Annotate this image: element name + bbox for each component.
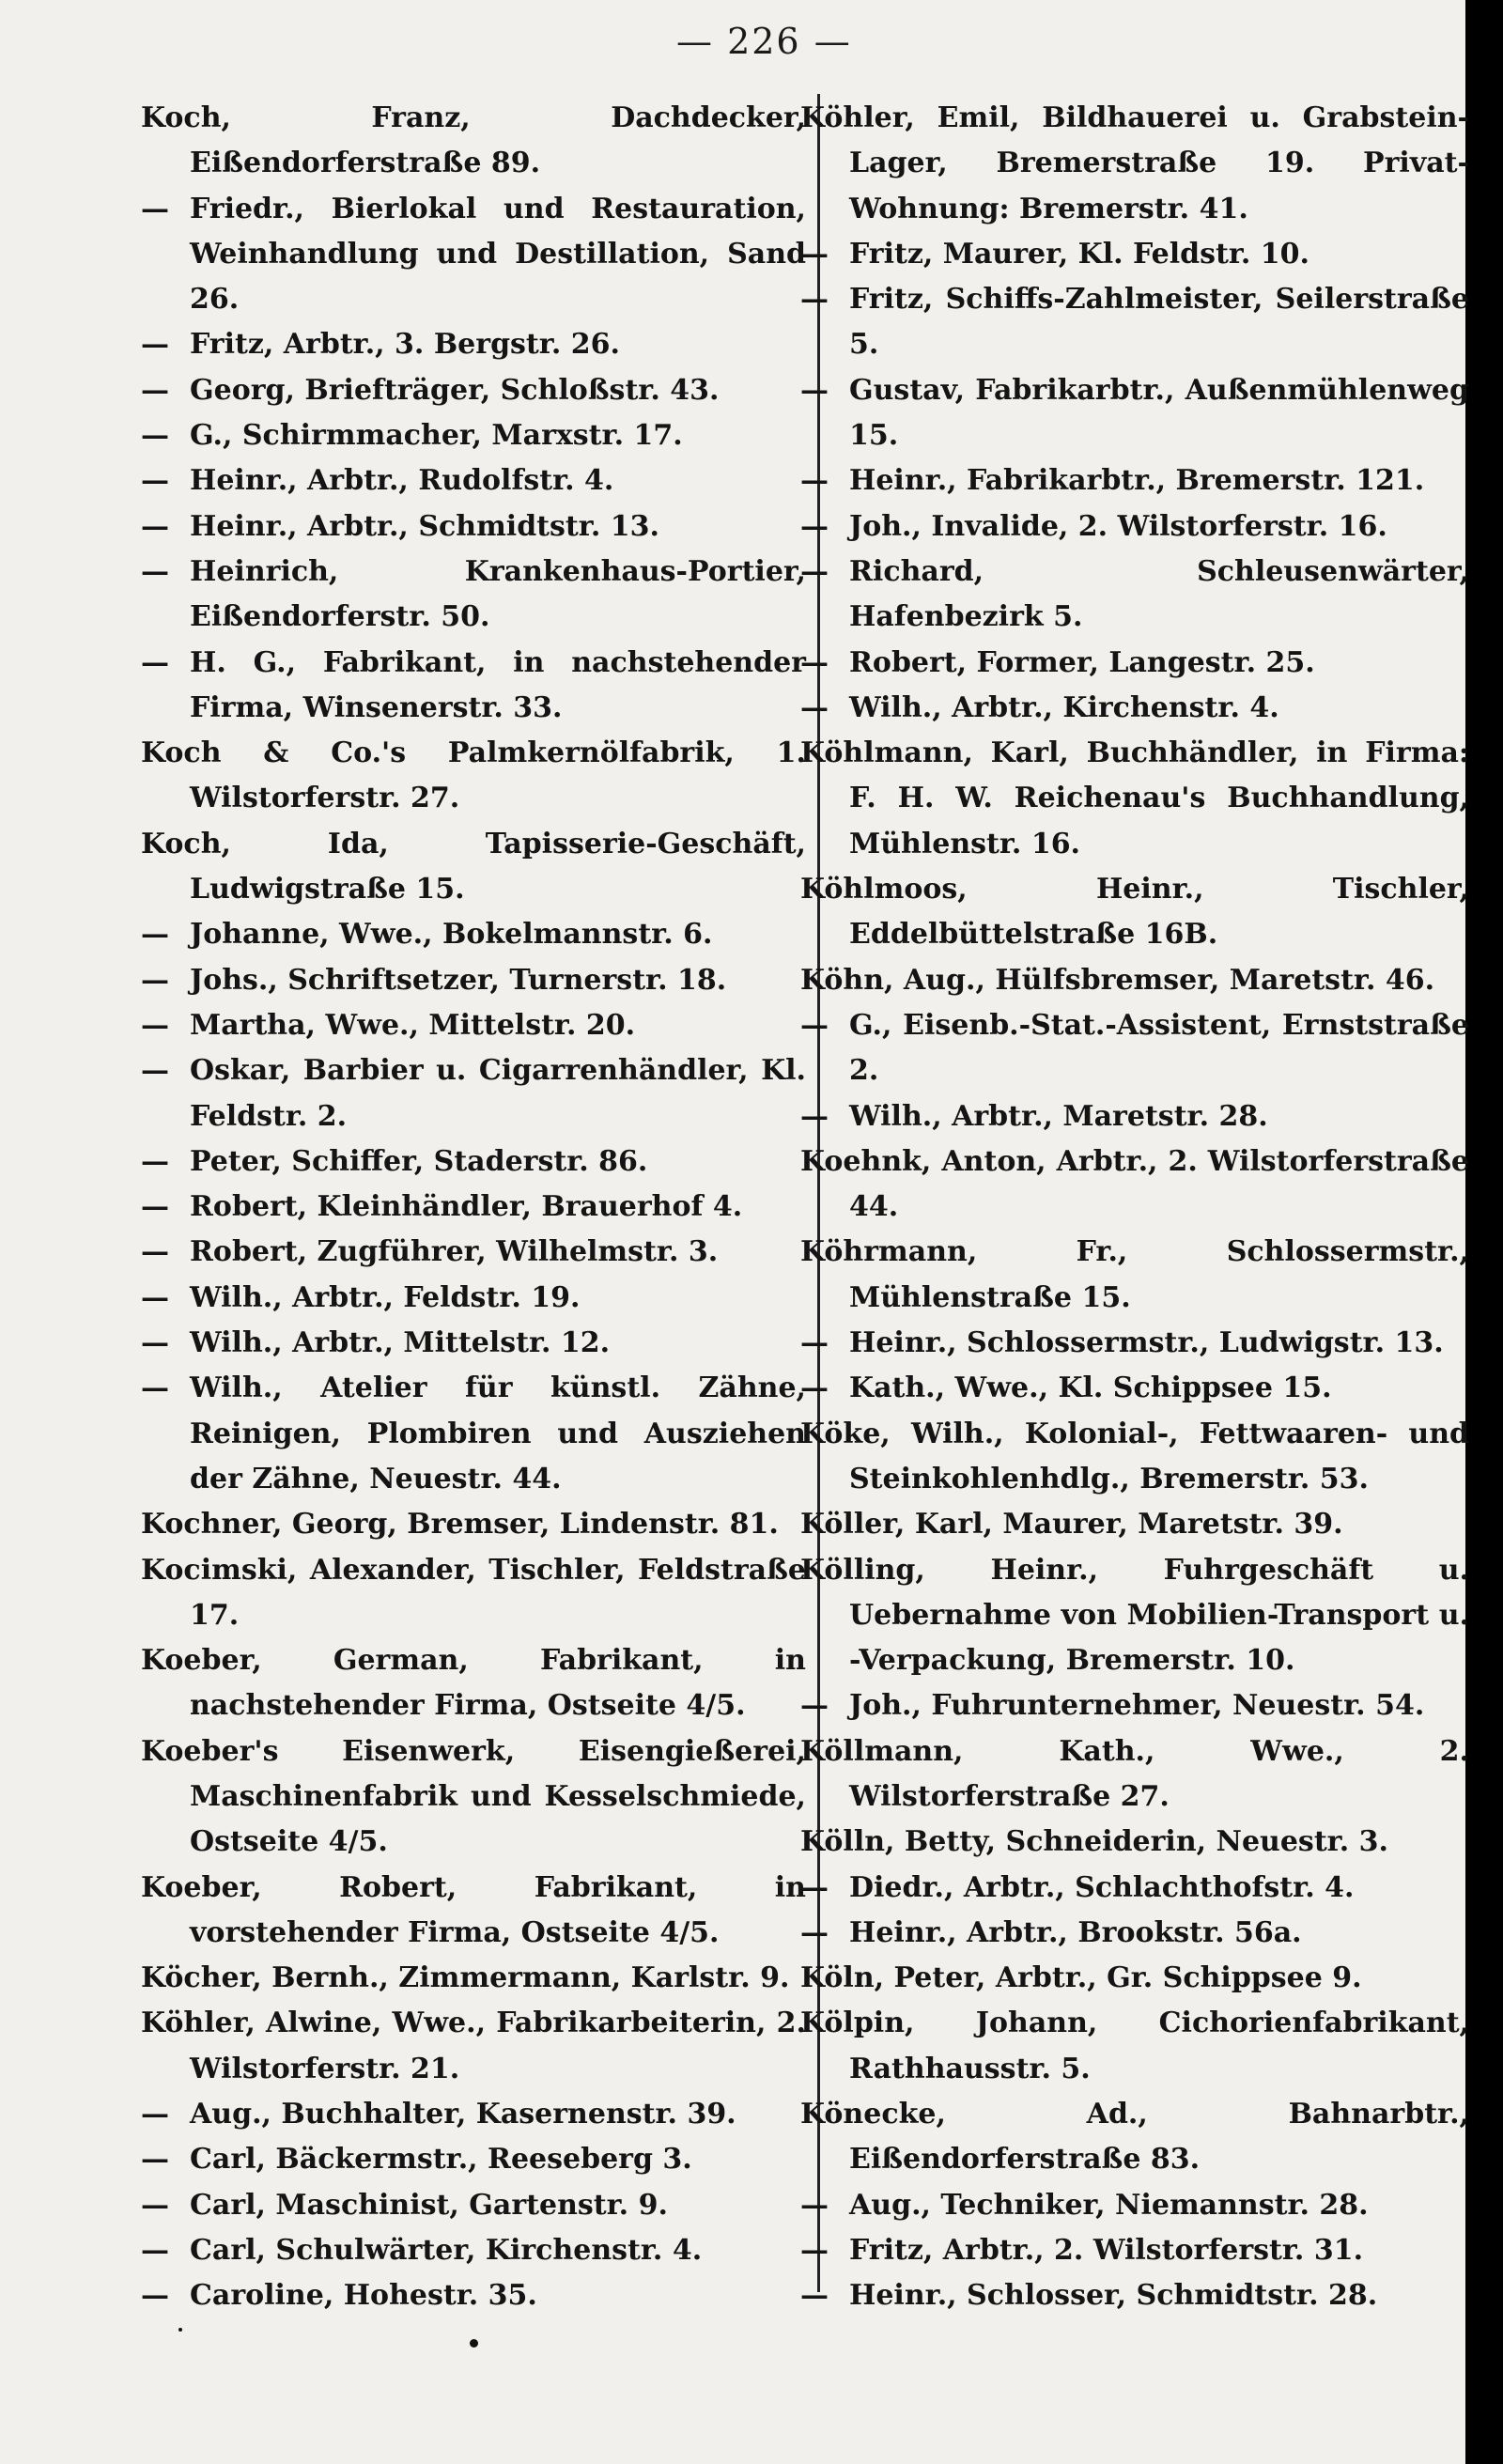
directory-entry — [141, 2001, 806, 2092]
directory-entry — [141, 958, 806, 1003]
entry-text: Kocimski, Alexander, Tischler, Feldstraße 17. — [141, 1553, 806, 1632]
directory-entry — [141, 1729, 806, 1866]
entry-text: Wilh., Atelier für künstl. Zähne, Reinigen, Plombiren und Ausziehen der Zähne, Neuestr. 44. — [190, 1371, 806, 1495]
ditto-dash: — — [800, 1008, 829, 1042]
directory-entry — [800, 731, 1469, 867]
entry-text: Heinr., Schlossermstr., Ludwigstr. 13. — [849, 1326, 1444, 1360]
directory-entry — [141, 1185, 806, 1230]
directory-entry — [800, 641, 1469, 686]
ink-speck — [178, 2328, 182, 2332]
directory-entry — [141, 1548, 806, 1639]
directory-entry — [141, 641, 806, 732]
directory-entry — [141, 1866, 806, 1957]
directory-entry — [141, 1638, 806, 1729]
entry-text: Heinr., Arbtr., Rudolfstr. 4. — [190, 464, 614, 498]
directory-entry — [141, 2273, 806, 2318]
directory-entry — [141, 2228, 806, 2273]
entry-text: Peter, Schiffer, Staderstr. 86. — [190, 1144, 648, 1178]
directory-entry — [141, 731, 806, 822]
directory-entry — [800, 1820, 1469, 1865]
entry-text: Fritz, Schiffs-Zahlmeister, Seilerstraße 5. — [849, 283, 1469, 362]
ditto-dash: — — [141, 1326, 169, 1360]
entry-text: Heinr., Arbtr., Schmidtstr. 13. — [190, 509, 659, 543]
ditto-dash: — — [141, 419, 169, 453]
ditto-dash: — — [141, 328, 169, 362]
entry-text: Heinrich, Krankenhaus-Portier, Eißendorferstr. 50. — [190, 554, 806, 634]
directory-entry — [800, 1548, 1469, 1684]
entry-text: Diedr., Arbtr., Schlachthofstr. 4. — [849, 1870, 1355, 1904]
directory-entry — [800, 958, 1469, 1003]
ditto-dash: — — [141, 918, 169, 952]
ditto-dash: — — [141, 554, 169, 588]
entry-text: Köllmann, Kath., Wwe., 2. Wilstorferstraße 27. — [800, 1734, 1469, 1813]
entry-text: Richard, Schleusenwärter, Hafenbezirk 5. — [849, 554, 1469, 634]
entry-text: Kölln, Betty, Schneiderin, Neuestr. 3. — [800, 1825, 1388, 1859]
directory-entry — [800, 1866, 1469, 1911]
entry-text: Köhlmann, Karl, Buchhändler, in Firma: F. H. W. Reichenau's Buchhandlung, Mühlenstr. 16. — [800, 736, 1469, 860]
entry-text: Köller, Karl, Maurer, Maretstr. 39. — [800, 1508, 1343, 1542]
entry-text: Wilh., Arbtr., Maretstr. 28. — [849, 1099, 1268, 1133]
entry-text: Joh., Invalide, 2. Wilstorferstr. 16. — [849, 509, 1387, 543]
ditto-dash: — — [141, 373, 169, 407]
entry-text: Fritz, Arbtr., 3. Bergstr. 26. — [190, 328, 620, 362]
directory-entry — [800, 1139, 1469, 1231]
directory-entry — [800, 2273, 1469, 2318]
entry-text: Köhler, Emil, Bildhauerei u. Grabstein-Lager, Bremerstraße 19. Privat-Wohnung: Bremerstr. 41. — [800, 101, 1469, 225]
ditto-dash: — — [800, 2279, 829, 2313]
ditto-dash: — — [141, 1235, 169, 1269]
directory-entry — [141, 1230, 806, 1275]
directory-entry — [800, 1003, 1469, 1094]
ditto-dash: — — [800, 1870, 829, 1904]
entry-text: Georg, Briefträger, Schloßstr. 43. — [190, 373, 720, 407]
ditto-dash: — — [141, 509, 169, 543]
ink-speck — [470, 2339, 478, 2348]
entry-text: Koch & Co.'s Palmkernölfabrik, 1. Wilstorferstr. 27. — [141, 736, 806, 815]
directory-entry — [141, 458, 806, 504]
entry-text: Köke, Wilh., Kolonial-, Fettwaaren- und Steinkohlenhdlg., Bremerstr. 53. — [800, 1417, 1469, 1495]
entry-text: Caroline, Hohestr. 35. — [190, 2279, 537, 2313]
directory-entry — [141, 368, 806, 413]
directory-entry — [141, 822, 806, 913]
ditto-dash: — — [800, 2188, 829, 2222]
ditto-dash: — — [141, 192, 169, 225]
entry-text: Carl, Schulwärter, Kirchenstr. 4. — [190, 2233, 703, 2267]
entry-text: Wilh., Arbtr., Kirchenstr. 4. — [849, 690, 1279, 724]
entry-text: Köhn, Aug., Hülfsbremser, Maretstr. 46. — [800, 963, 1435, 997]
entry-text: Köcher, Bernh., Zimmermann, Karlstr. 9. — [141, 1961, 790, 1995]
entry-text: Koch, Ida, Tapisserie-Geschäft, Ludwigstraße 15. — [141, 827, 806, 907]
entry-text: Robert, Kleinhändler, Brauerhof 4. — [190, 1190, 743, 1224]
directory-entry — [800, 1956, 1469, 2001]
entry-text: Robert, Zugführer, Wilhelmstr. 3. — [190, 1235, 719, 1269]
directory-entry — [800, 1911, 1469, 1956]
ditto-dash: — — [800, 509, 829, 543]
ditto-dash: — — [800, 1371, 829, 1405]
ditto-dash: — — [141, 1190, 169, 1224]
entry-text: Koeber's Eisenwerk, Eisengießerei, Maschinenfabrik und Kesselschmiede, Ostseite 4/5. — [141, 1734, 806, 1859]
entry-text: Aug., Techniker, Niemannstr. 28. — [849, 2188, 1369, 2222]
entry-text: G., Schirmmacher, Marxstr. 17. — [190, 419, 683, 453]
entry-text: Koch, Franz, Dachdecker, Eißendorferstraße 89. — [141, 101, 806, 180]
entry-text: Wilh., Arbtr., Feldstr. 19. — [190, 1280, 581, 1314]
entry-text: Heinr., Fabrikarbtr., Bremerstr. 121. — [849, 464, 1425, 498]
entry-text: Heinr., Schlosser, Schmidtstr. 28. — [849, 2279, 1378, 2313]
page-number: — 226 — — [676, 21, 852, 62]
directory-entry — [141, 322, 806, 367]
ditto-dash: — — [800, 1689, 829, 1723]
ditto-dash: — — [141, 645, 169, 679]
entry-text: Johs., Schriftsetzer, Turnerstr. 18. — [190, 963, 727, 997]
ditto-dash: — — [800, 1915, 829, 1949]
entry-text: Könecke, Ad., Bahnarbtr., Eißendorferstraße 83. — [800, 2098, 1469, 2177]
ditto-dash: — — [141, 1054, 169, 1088]
directory-entry — [800, 232, 1469, 277]
entry-text: Köhler, Alwine, Wwe., Fabrikarbeiterin, 2. Wilstorferstr. 21. — [141, 2007, 806, 2085]
entry-text: H. G., Fabrikant, in nachstehender Firma, Winsenerstr. 33. — [190, 645, 806, 724]
ditto-dash: — — [800, 2233, 829, 2267]
directory-entry — [800, 867, 1469, 958]
ditto-dash: — — [800, 373, 829, 407]
entry-text: Kochner, Georg, Bremser, Lindenstr. 81. — [141, 1508, 779, 1542]
directory-entry — [800, 1321, 1469, 1366]
directory-entry — [141, 1003, 806, 1048]
entry-text: Joh., Fuhrunternehmer, Neuestr. 54. — [849, 1689, 1425, 1723]
entry-text: Martha, Wwe., Mittelstr. 20. — [190, 1008, 636, 1042]
right-column — [800, 96, 1469, 2319]
entry-text: Wilh., Arbtr., Mittelstr. 12. — [190, 1326, 611, 1360]
directory-entry — [141, 413, 806, 458]
ditto-dash: — — [800, 554, 829, 588]
ditto-dash: — — [800, 1326, 829, 1360]
directory-entry — [800, 2183, 1469, 2228]
directory-entry — [800, 686, 1469, 731]
entry-text: Johanne, Wwe., Bokelmannstr. 6. — [190, 918, 713, 952]
directory-entry — [141, 550, 806, 641]
directory-entry — [141, 1321, 806, 1366]
entry-text: Carl, Bäckermstr., Reeseberg 3. — [190, 2143, 692, 2177]
directory-entry — [800, 550, 1469, 641]
directory-entry — [141, 96, 806, 187]
ditto-dash: — — [141, 2143, 169, 2177]
ditto-dash: — — [800, 464, 829, 498]
entry-text: Koehnk, Anton, Arbtr., 2. Wilstorferstraße 44. — [800, 1144, 1469, 1224]
directory-entry — [800, 504, 1469, 550]
directory-entry — [141, 1139, 806, 1185]
directory-entry — [800, 1094, 1469, 1139]
entry-text: Heinr., Arbtr., Brookstr. 56a. — [849, 1915, 1302, 1949]
directory-entry — [800, 1366, 1469, 1411]
ditto-dash: — — [800, 283, 829, 317]
directory-entry — [141, 1502, 806, 1547]
ditto-dash: — — [141, 2233, 169, 2267]
ditto-dash: — — [141, 963, 169, 997]
directory-entry — [800, 2228, 1469, 2273]
directory-entry — [141, 2092, 806, 2137]
directory-entry — [141, 912, 806, 957]
entry-text: Friedr., Bierlokal und Restauration, Weinhandlung und Destillation, Sand 26. — [190, 192, 806, 317]
entry-text: Robert, Former, Langestr. 25. — [849, 645, 1315, 679]
directory-entry — [800, 1230, 1469, 1321]
directory-entry — [141, 504, 806, 550]
ditto-dash: — — [141, 2188, 169, 2222]
entry-text: Oskar, Barbier u. Cigarrenhändler, Kl. Feldstr. 2. — [190, 1054, 806, 1133]
directory-entry — [800, 1683, 1469, 1728]
directory-entry — [141, 2183, 806, 2228]
entry-text: Aug., Buchhalter, Kasernenstr. 39. — [190, 2098, 736, 2131]
directory-entry — [141, 1366, 806, 1502]
directory-entry — [800, 277, 1469, 368]
directory-entry — [800, 1729, 1469, 1821]
entry-text: Köhrmann, Fr., Schlossermstr., Mühlenstraße 15. — [800, 1235, 1469, 1314]
ditto-dash: — — [800, 1099, 829, 1133]
directory-entry — [800, 96, 1469, 232]
ditto-dash: — — [141, 2098, 169, 2131]
directory-entry — [141, 1956, 806, 2001]
directory-entry — [800, 1502, 1469, 1547]
entry-text: Kölpin, Johann, Cichorienfabrikant, Rathhausstr. 5. — [800, 2007, 1469, 2085]
ditto-dash: — — [141, 464, 169, 498]
entry-text: Koeber, German, Fabrikant, in nachstehender Firma, Ostseite 4/5. — [141, 1644, 806, 1723]
ditto-dash: — — [141, 1144, 169, 1178]
ditto-dash: — — [800, 645, 829, 679]
entry-text: Fritz, Maurer, Kl. Feldstr. 10. — [849, 237, 1309, 271]
ditto-dash: — — [141, 1371, 169, 1405]
entry-text: Köln, Peter, Arbtr., Gr. Schippsee 9. — [800, 1961, 1362, 1995]
ditto-dash: — — [141, 1008, 169, 1042]
directory-entry — [800, 2092, 1469, 2183]
entry-text: Koeber, Robert, Fabrikant, in vorstehender Firma, Ostseite 4/5. — [141, 1870, 806, 1949]
ditto-dash: — — [141, 1280, 169, 1314]
directory-entry — [800, 1412, 1469, 1503]
entry-text: Fritz, Arbtr., 2. Wilstorferstr. 31. — [849, 2233, 1364, 2267]
entry-text: Carl, Maschinist, Gartenstr. 9. — [190, 2188, 668, 2222]
entry-text: Kath., Wwe., Kl. Schippsee 15. — [849, 1371, 1332, 1405]
ditto-dash: — — [141, 2279, 169, 2313]
directory-entry — [141, 1048, 806, 1139]
directory-entry — [800, 368, 1469, 459]
ditto-dash: — — [800, 690, 829, 724]
directory-entry — [800, 458, 1469, 504]
entry-text: G., Eisenb.-Stat.-Assistent, Ernststraße 2. — [849, 1008, 1469, 1088]
entry-text: Köhlmoos, Heinr., Tischler, Eddelbüttelstraße 16B. — [800, 873, 1469, 952]
ditto-dash: — — [800, 237, 829, 271]
entry-text: Gustav, Fabrikarbtr., Außenmühlenweg 15. — [849, 373, 1469, 453]
left-column — [141, 96, 806, 2319]
directory-entry — [141, 2137, 806, 2182]
directory-entry — [141, 1276, 806, 1321]
directory-entry — [141, 187, 806, 323]
directory-entry — [800, 2001, 1469, 2092]
entry-text: Kölling, Heinr., Fuhrgeschäft u. Uebernahme von Mobilien-Transport u. -Verpackung, Bremerstr. 10. — [800, 1553, 1469, 1678]
